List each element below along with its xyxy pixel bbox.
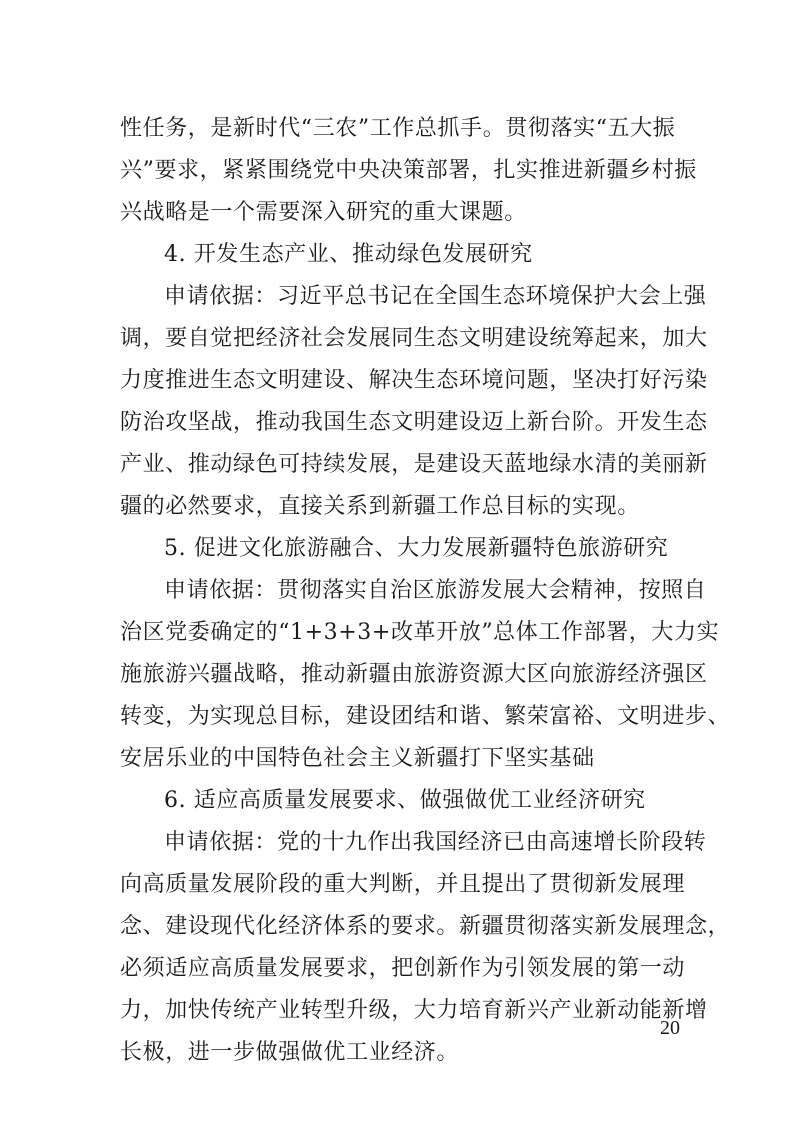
body-text-line: 力度推进生态文明建设、解决生态环境问题，坚决打好污染: [120, 368, 708, 393]
body-text-line: 申请依据：党的十九作出我国经济已由高速增长阶段转: [164, 830, 707, 855]
body-text-line: 力，加快传统产业转型升级，大力培育新兴产业新动能新增: [120, 998, 708, 1023]
body-text-line: 产业、推动绿色可持续发展，是建设天蓝地绿水清的美丽新: [120, 452, 708, 477]
body-text-line: 兴”要求，紧紧围绕党中央决策部署，扎实推进新疆乡村振: [120, 158, 697, 183]
section-heading-5: 5. 促进文化旅游融合、大力发展新疆特色旅游研究: [164, 536, 669, 561]
body-text-line: 转变，为实现总目标，建设团结和谐、繁荣富裕、文明进步、: [120, 704, 731, 729]
body-text-line: 申请依据：贯彻落实自治区旅游发展大会精神，按照自: [164, 578, 707, 603]
page-number: 20: [660, 1017, 680, 1039]
body-text-line: 必须适应高质量发展要求，把创新作为引领发展的第一动: [120, 956, 686, 981]
body-text-line: 申请依据：习近平总书记在全国生态环境保护大会上强: [164, 284, 707, 309]
body-text-line: 安居乐业的中国特色社会主义新疆打下坚实基础: [120, 746, 595, 771]
body-text-line: 治区党委确定的“1+3+3+改革开放”总体工作部署，大力实: [120, 620, 720, 645]
body-text-line: 长极，进一步做强做优工业经济。: [120, 1040, 460, 1065]
section-heading-4: 4. 开发生态产业、推动绿色发展研究: [164, 242, 533, 267]
body-text-line: 兴战略是一个需要深入研究的重大课题。: [120, 200, 527, 225]
body-text-line: 疆的必然要求，直接关系到新疆工作总目标的实现。: [120, 494, 640, 519]
body-text-line: 念、建设现代化经济体系的要求。新疆贯彻落实新发展理念，: [120, 914, 731, 939]
body-text-line: 性任务，是新时代“三农”工作总抓手。贯彻落实“五大振: [120, 116, 676, 141]
body-text-line: 调，要自觉把经济社会发展同生态文明建设统筹起来，加大: [120, 326, 708, 351]
body-text-line: 防治攻坚战，推动我国生态文明建设迈上新台阶。开发生态: [120, 410, 708, 435]
body-text-line: 施旅游兴疆战略，推动新疆由旅游资源大区向旅游经济强区: [120, 662, 708, 687]
section-heading-6: 6. 适应高质量发展要求、做强做优工业经济研究: [164, 788, 646, 813]
body-text-line: 向高质量发展阶段的重大判断，并且提出了贯彻新发展理: [120, 872, 686, 897]
